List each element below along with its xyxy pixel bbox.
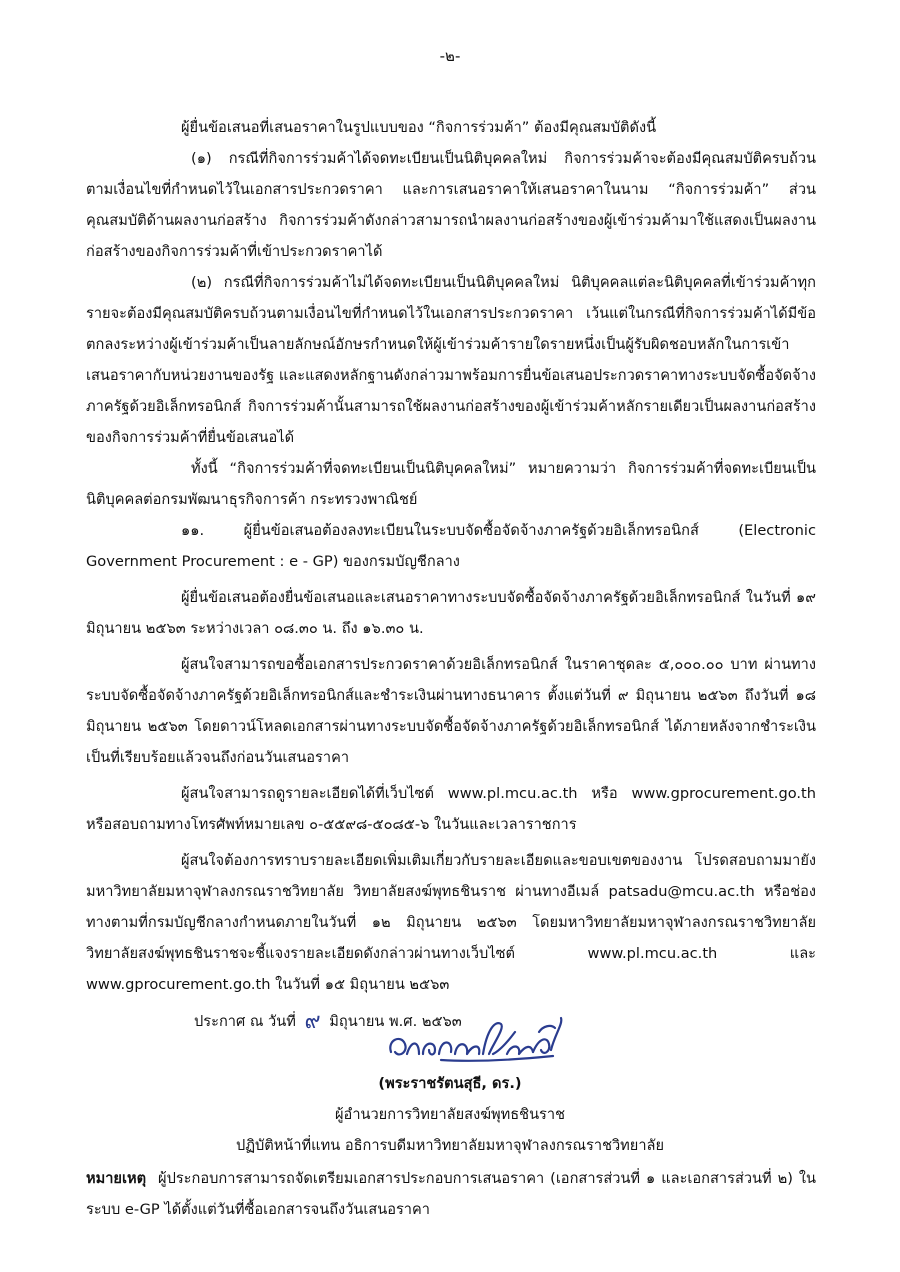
signer-block	[0, 1068, 900, 1161]
inquiry-clause: ผู้สนใจต้องการทราบรายละเอียดเพิ่มเติมเกี่ยวกับรายละเอียดและขอบเขตของงาน โปรดสอบถามมายังมหาวิทยาลัยมหาจุฬาลงกรณราชวิทยาลัย วิทยาลัยสงฆ์พุทธชินราช ผ่านทางอีเมล์ patsadu@mcu.ac.th หรือช่องทางตามที่กรมบัญชีกลางกำหนดภายในวันที่ ๑๒ มิถุนายน ๒๕๖๓ โดยมหาวิทยาลัยมหาจุฬาลงกรณราชวิทยาลัย วิทยาลัยสงฆ์พุทธชินราชจะชี้แจงรายละเอียดดังกล่าวผ่านทางเว็บไซต์ www.pl.mcu.ac.th และ www.gprocurement.go.th ในวันที่ ๑๕ มิถุนายน ๒๕๖๓	[86, 852, 816, 993]
document-body	[86, 112, 816, 1037]
bid-submission-clause: ผู้ยื่นข้อเสนอต้องยื่นข้อเสนอและเสนอราคาทางระบบจัดซื้อจัดจ้างภาครัฐด้วยอิเล็กทรอนิกส์ ในวันที่ ๑๙ มิถุนายน ๒๕๖๓ ระหว่างเวลา ๐๘.๓๐ น. ถึง ๑๖.๓๐ น.	[86, 589, 816, 637]
joint-venture-case-1: (๑) กรณีที่กิจการร่วมค้าได้จดทะเบียนเป็นนิติบุคคลใหม่ กิจการร่วมค้าจะต้องมีคุณสมบัติครบถ้วนตามเงื่อนไขที่กำหนดไว้ในเอกสารประกวดราคา และการเสนอราคาให้เสนอราคาในนาม “กิจการร่วมค้า” ส่วนคุณสมบัติด้านผลงานก่อสร้าง กิจการร่วมค้าดังกล่าวสามารถนำผลงานก่อสร้างของผู้เข้าร่วมค้ามาใช้แสดงเป็นผลงานก่อสร้างของกิจการร่วมค้าที่เข้าประกวดราคาได้	[86, 150, 816, 260]
joint-venture-intro: ผู้ยื่นข้อเสนอที่เสนอราคาในรูปแบบของ “กิจการร่วมค้า” ต้องมีคุณสมบัติดังนี้	[181, 119, 657, 136]
announcement-prefix: ประกาศ ณ วันที่	[194, 1013, 296, 1030]
contact-website-clause: ผู้สนใจสามารถดูรายละเอียดได้ที่เว็บไซต์ www.pl.mcu.ac.th หรือ www.gprocurement.go.th หรือสอบถามทางโทรศัพท์หมายเลข ๐-๕๕๙๘-๕๐๘๕-๖ ในวันและเวลาราชการ	[86, 785, 816, 833]
signer-name: (พระราชรัตนสุธี, ดร.)	[378, 1075, 522, 1092]
remark-note	[86, 1163, 816, 1225]
remark-text: ผู้ประกอบการสามารถจัดเตรียมเอกสารประกอบการเสนอราคา (เอกสารส่วนที่ ๑ และเอกสารส่วนที่ ๒) ในระบบ e-GP ได้ตั้งแต่วันที่ซื้อเอกสารจนถึงวันเสนอราคา	[86, 1170, 816, 1218]
document-purchase-clause: ผู้สนใจสามารถขอซื้อเอกสารประกวดราคาด้วยอิเล็กทรอนิกส์ ในราคาชุดละ ๕,๐๐๐.๐๐ บาท ผ่านทางระบบจัดซื้อจัดจ้างภาครัฐด้วยอิเล็กทรอนิกส์และชำระเงินผ่านทางธนาคาร ตั้งแต่วันที่ ๙ มิถุนายน ๒๕๖๓ ถึงวันที่ ๑๘ มิถุนายน ๒๕๖๓ โดยดาวน์โหลดเอกสารผ่านทางระบบจัดซื้อจัดจ้างภาครัฐด้วยอิเล็กทรอนิกส์ ได้ภายหลังจากชำระเงินเป็นที่เรียบร้อยแล้วจนถึงก่อนวันเสนอราคา	[86, 656, 816, 766]
signer-position: ผู้อำนวยการวิทยาลัยสงฆ์พุทธชินราช	[335, 1106, 565, 1123]
remark-label: หมายเหตุ	[86, 1170, 147, 1187]
joint-venture-definition: ทั้งนี้ “กิจการร่วมค้าที่จดทะเบียนเป็นนิติบุคคลใหม่” หมายความว่า กิจการร่วมค้าที่จดทะเบียนเป็นนิติบุคคลต่อกรมพัฒนาธุรกิจการค้า กระทรวงพาณิชย์	[86, 460, 816, 508]
handwritten-day: ๙	[304, 1009, 321, 1034]
signature-image	[383, 1010, 573, 1072]
page-number: -๒-	[439, 47, 461, 65]
announcement-suffix: มิถุนายน พ.ศ. ๒๕๖๓	[329, 1013, 462, 1030]
signer-acting-role: ปฏิบัติหน้าที่แทน อธิการบดีมหาวิทยาลัยมหาจุฬาลงกรณราชวิทยาลัย	[235, 1137, 665, 1154]
egp-registration-clause: ๑๑. ผู้ยื่นข้อเสนอต้องลงทะเบียนในระบบจัดซื้อจัดจ้างภาครัฐด้วยอิเล็กทรอนิกส์ (Electronic Government Procurement : e - GP) ของกรมบัญชีกลาง	[86, 522, 816, 570]
joint-venture-case-2: (๒) กรณีที่กิจการร่วมค้าไม่ได้จดทะเบียนเป็นนิติบุคคลใหม่ นิติบุคคลแต่ละนิติบุคคลที่เข้าร่วมค้าทุกรายจะต้องมีคุณสมบัติครบถ้วนตามเงื่อนไขที่กำหนดไว้ในเอกสารประกวดราคา เว้นแต่ในกรณีที่กิจการร่วมค้าได้มีข้อตกลงระหว่างผู้เข้าร่วมค้าเป็นลายลักษณ์อักษรกำหนดให้ผู้เข้าร่วมค้ารายใดรายหนึ่งเป็นผู้รับผิดชอบหลักในการเข้าเสนอราคากับหน่วยงานของรัฐ และแสดงหลักฐานดังกล่าวมาพร้อมการยื่นข้อเสนอประกวดราคาทางระบบจัดซื้อจัดจ้างภาครัฐด้วยอิเล็กทรอนิกส์ กิจการร่วมค้านั้นสามารถใช้ผลงานก่อสร้างของผู้เข้าร่วมค้าหลักรายเดียวเป็นผลงานก่อสร้างของกิจการร่วมค้าที่ยื่นข้อเสนอได้	[86, 274, 816, 446]
